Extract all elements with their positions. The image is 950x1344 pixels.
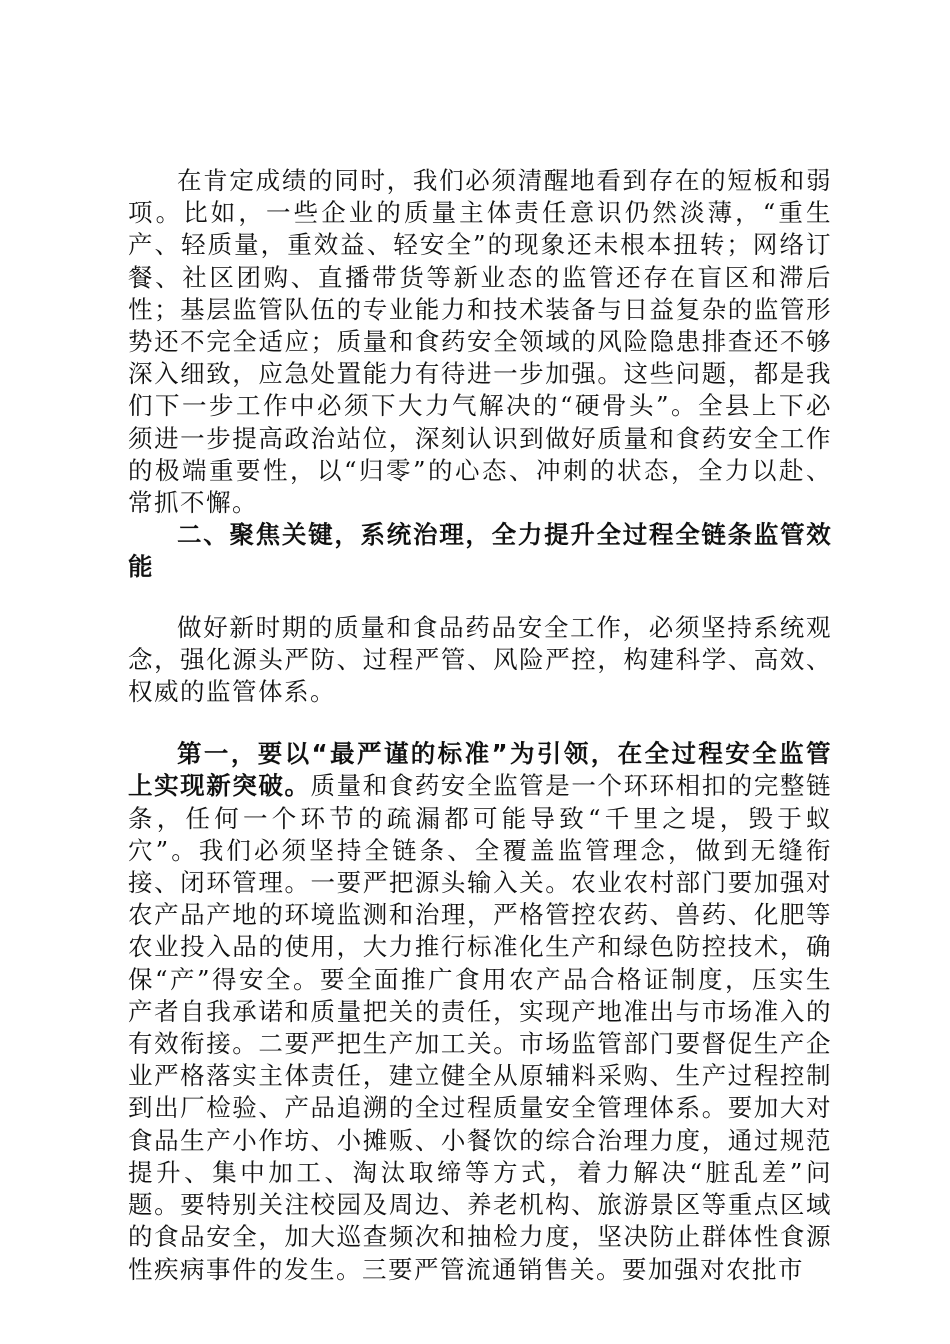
paragraph-body-text: 质量和食药安全监管是一个环环相扣的完整链条，任何一个环节的疏漏都可能导致“千里之堤，毁于蚁穴”。我们必须坚持全链条、全覆盖监管理念，做到无缝衔接、闭环管理。一要严把源头输入关。农业农村部门要加强对农产品产地的环境监测和治理，严格管控农药、兽药、化肥等农业投入品的使用，大力推行标准化生产和绿色防控技术，确保“产”得安全。要全面推广食用农产品合格证制度，压实生产者自我承诺和质量把关的责任，实现产地准出与市场准入的有效衔接。二要严把生产加工关。市场监管部门要督促生产企业严格落实主体责任，建立健全从原辅料采购、生产过程控制到出厂检验、产品追溯的全过程质量安全管理体系。要加大对食品生产小作坊、小摊贩、小餐饮的综合治理力度，通过规范提升、集中加工、淘汰取缔等方式，着力解决“脏乱差”问题。要特别关注校园及周边、养老机构、旅游景区等重点区域的食品安全，加大巡查频次和抽检力度，坚决防止群体性食源性疾病事件的发生。三要严管流通销售关。要加强对农批市 [128,771,833,1284]
body-paragraph-shortcomings: 在肯定成绩的同时，我们必须清醒地看到存在的短板和弱项。比如，一些企业的质量主体责任意识仍然淡薄，“重生产、轻质量，重效益、轻安全”的现象还未根本扭转；网络订餐、社区团购、直播带货等新业态的监管还存在盲区和滞后性；基层监管队伍的专业能力和技术装备与日益复杂的监管形势还不完全适应；质量和食药安全领域的风险隐患排查还不够深入细致，应急处置能力有待进一步加强。这些问题，都是我们下一步工作中必须下大力气解决的“硬骨头”。全县上下必须进一步提高政治站位，深刻认识到做好质量和食药安全工作的极端重要性，以“归零”的心态、冲刺的状态，全力以赴、常抓不懈。 [128,166,832,518]
document-page [128,165,832,1286]
section-heading: 二、聚焦关键，系统治理，全力提升全过程全链条监管效能 [128,520,832,582]
body-paragraph-first-point [128,738,832,1285]
paragraph-lead-sentence: 第一，要以“最严谨的标准”为引领，在全过程安全监管上实现新突破。 [128,739,832,801]
body-paragraph-system-view: 做好新时期的质量和食品药品安全工作，必须坚持系统观念，强化源头严防、过程严管、风险严控，构建科学、高效、权威的监管体系。 [128,612,832,707]
